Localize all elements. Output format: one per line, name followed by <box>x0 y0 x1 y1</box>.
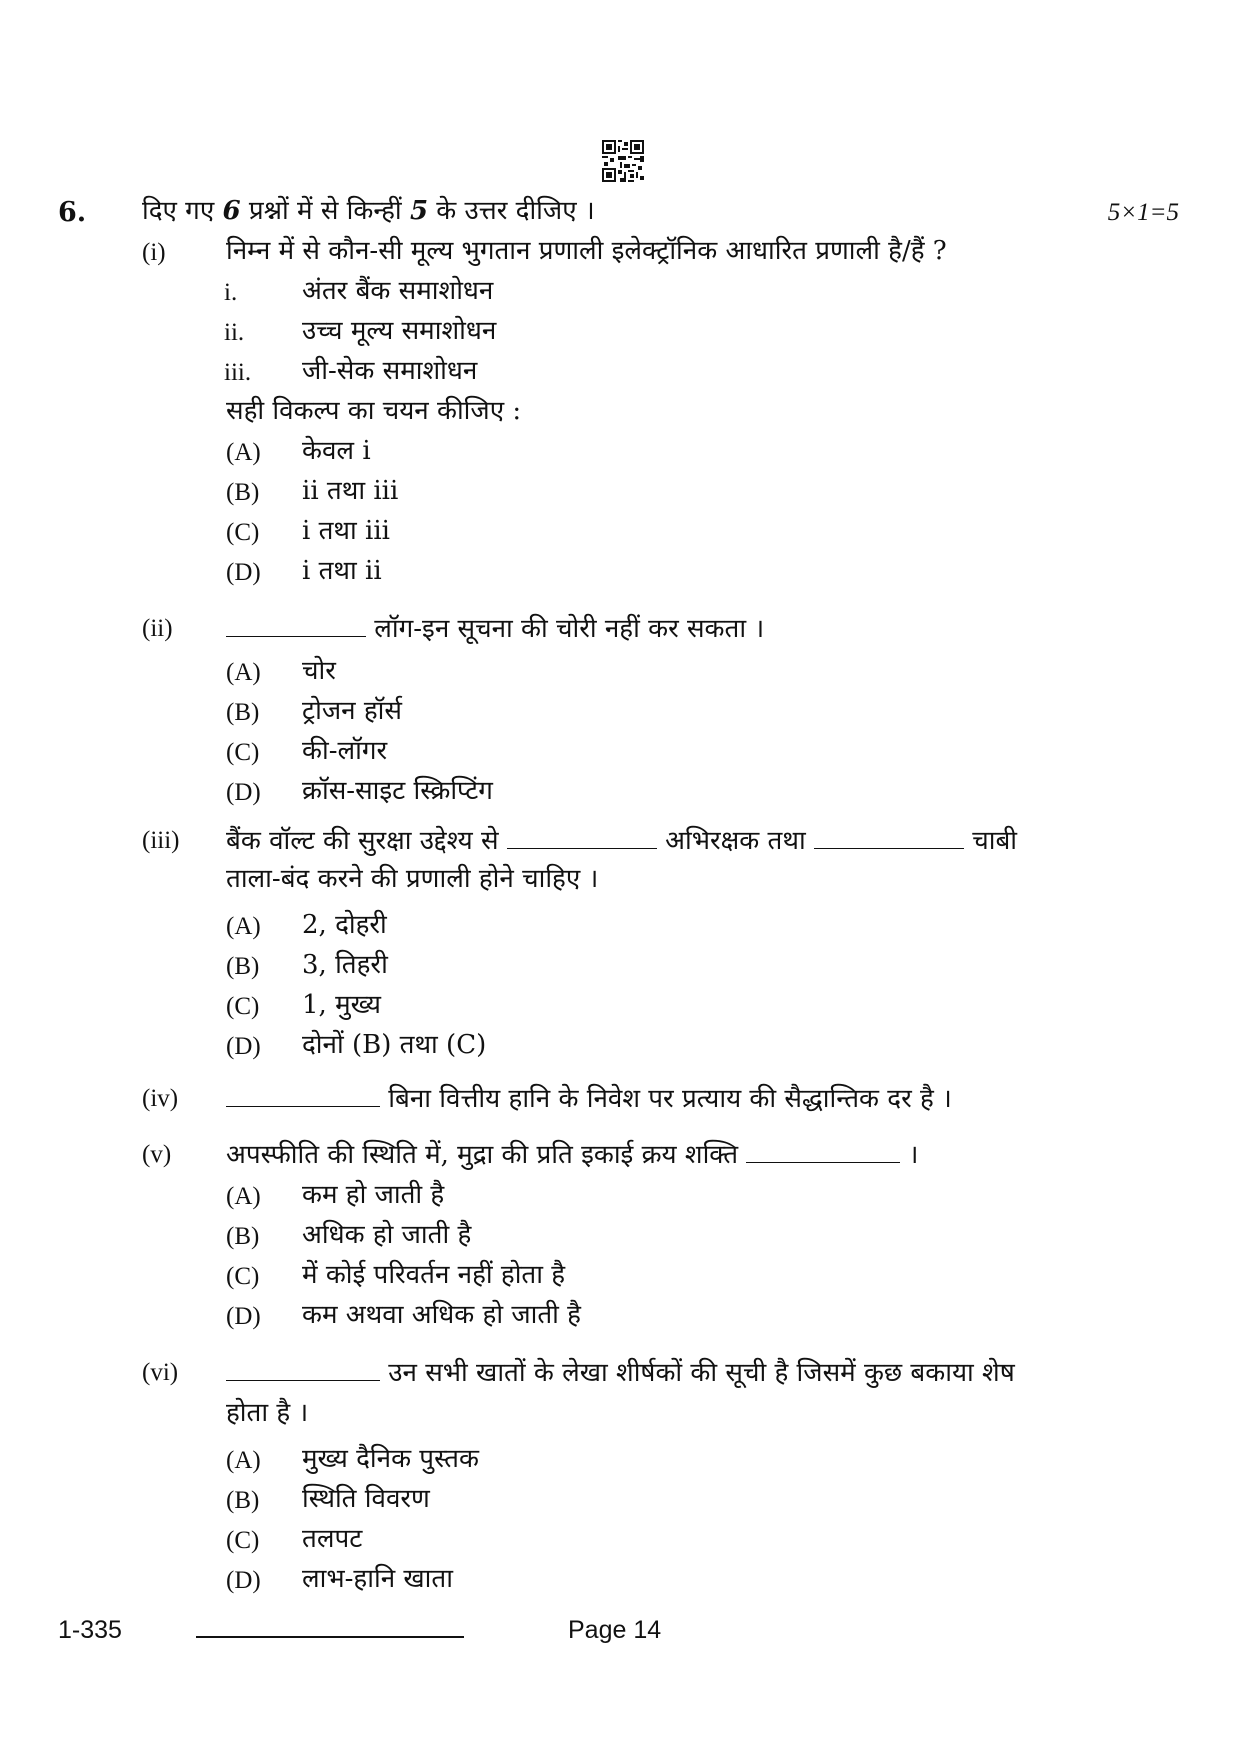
sub-question-text <box>226 1354 1015 1390</box>
option-text: मुख्य दैनिक पुस्तक <box>302 1444 479 1474</box>
instruction-text-mid: प्रश्नों में से किन्हीं <box>240 196 410 226</box>
option-text: केवल i <box>302 436 371 466</box>
option-text: 1, मुख्य <box>302 990 381 1020</box>
option-label: (C) <box>226 739 260 766</box>
option-label: (A) <box>226 1447 261 1474</box>
answer-blank <box>226 610 366 637</box>
option-text: कम हो जाती है <box>302 1180 445 1210</box>
sub-question-text <box>226 610 764 646</box>
question-instruction <box>142 194 595 228</box>
option-label: (B) <box>226 1487 260 1514</box>
option-text: 2, दोहरी <box>302 910 387 940</box>
option-label: (C) <box>226 1263 260 1290</box>
option-label: (C) <box>226 519 260 546</box>
sub-question-text-end: । <box>900 1140 919 1170</box>
footer-divider <box>196 1636 464 1638</box>
sub-question-text-c: चाबी <box>963 826 1018 856</box>
option-text: तलपट <box>302 1524 363 1554</box>
option-text: i तथा iii <box>302 516 390 546</box>
sub-question-text <box>226 1080 952 1116</box>
sub-question-label: (vi) <box>142 1359 179 1386</box>
option-label: (B) <box>226 1223 260 1250</box>
option-text: क्रॉस-साइट स्क्रिप्टिंग <box>302 776 493 806</box>
sub-question-label: (iii) <box>142 827 180 854</box>
option-label: (D) <box>226 1567 261 1594</box>
statement-text: अंतर बैंक समाशोधन <box>302 276 494 306</box>
answer-blank <box>226 1080 380 1107</box>
option-label: (D) <box>226 559 261 586</box>
page-number: Page 14 <box>568 1616 662 1644</box>
option-text: कम अथवा अधिक हो जाती है <box>302 1300 581 1330</box>
option-text: चोर <box>302 656 336 686</box>
sub-question-text-content: लॉग-इन सूचना की चोरी नहीं कर सकता । <box>366 614 765 644</box>
choose-instruction: सही विकल्प का चयन कीजिए : <box>226 396 522 426</box>
option-label: (A) <box>226 659 261 686</box>
option-text: अधिक हो जाती है <box>302 1220 472 1250</box>
answer-blank <box>814 822 964 849</box>
sub-question-text-a: बैंक वॉल्ट की सुरक्षा उद्देश्य से <box>226 826 507 856</box>
sub-question-label: (iv) <box>142 1085 179 1112</box>
sub-question-text <box>226 822 1017 858</box>
option-label: (D) <box>226 779 261 806</box>
paper-code: 1-335 <box>58 1616 122 1644</box>
instruction-number-total: 6 <box>222 196 241 226</box>
question-number: 6. <box>58 197 87 228</box>
option-label: (A) <box>226 439 261 466</box>
sub-question-label: (v) <box>142 1141 172 1168</box>
option-label: (D) <box>226 1303 261 1330</box>
instruction-text-pre: दिए गए <box>142 196 223 226</box>
option-text: ii तथा iii <box>302 476 399 506</box>
option-label: (A) <box>226 1183 261 1210</box>
instruction-number-attempt: 5 <box>409 196 429 226</box>
sub-question-text-content: उन सभी खातों के लेखा शीर्षकों की सूची है जिसमें कुछ बकाया शेष <box>380 1358 1015 1388</box>
sub-question-text-line2: ताला-बंद करने की प्रणाली होने चाहिए । <box>226 864 599 894</box>
sub-question-label: (i) <box>142 239 166 266</box>
sub-question-text-content: बिना वित्तीय हानि के निवेश पर प्रत्याय की सैद्धान्तिक दर है । <box>380 1084 952 1114</box>
statement-text: जी-सेक समाशोधन <box>302 356 478 386</box>
question-marks: 5×1=5 <box>1107 199 1179 226</box>
statement-label: i. <box>224 279 238 306</box>
option-label: (A) <box>226 913 261 940</box>
option-text: दोनों (B) तथा (C) <box>302 1030 487 1060</box>
answer-blank <box>746 1136 900 1163</box>
option-label: (D) <box>226 1033 261 1060</box>
option-text: स्थिति विवरण <box>302 1484 430 1514</box>
option-label: (B) <box>226 953 260 980</box>
instruction-text-post: के उत्तर दीजिए । <box>428 196 595 226</box>
statement-label: iii. <box>224 359 252 386</box>
option-label: (C) <box>226 1527 260 1554</box>
sub-question-text-line2: होता है । <box>226 1398 309 1428</box>
option-text: की-लॉगर <box>302 736 388 766</box>
option-label: (B) <box>226 699 260 726</box>
answer-blank <box>226 1354 380 1381</box>
sub-question-text-b: अभिरक्षक तथा <box>656 826 814 856</box>
option-text: i तथा ii <box>302 556 382 586</box>
sub-question-text: निम्न में से कौन-सी मूल्य भुगतान प्रणाली इलेक्ट्रॉनिक आधारित प्रणाली है/हैं ? <box>226 236 947 266</box>
sub-question-text-content: अपस्फीति की स्थिति में, मुद्रा की प्रति इकाई क्रय शक्ति <box>226 1140 747 1170</box>
sub-question-label: (ii) <box>142 615 173 642</box>
statement-text: उच्च मूल्य समाशोधन <box>302 316 497 346</box>
option-label: (B) <box>226 479 260 506</box>
option-text: लाभ-हानि खाता <box>302 1564 453 1594</box>
statement-label: ii. <box>224 319 245 346</box>
answer-blank <box>507 822 657 849</box>
option-text: में कोई परिवर्तन नहीं होता है <box>302 1260 566 1290</box>
sub-question-text <box>226 1136 918 1172</box>
option-text: ट्रोजन हॉर्स <box>302 696 402 726</box>
qr-code-icon <box>602 140 644 182</box>
option-text: 3, तिहरी <box>302 950 388 980</box>
option-label: (C) <box>226 993 260 1020</box>
